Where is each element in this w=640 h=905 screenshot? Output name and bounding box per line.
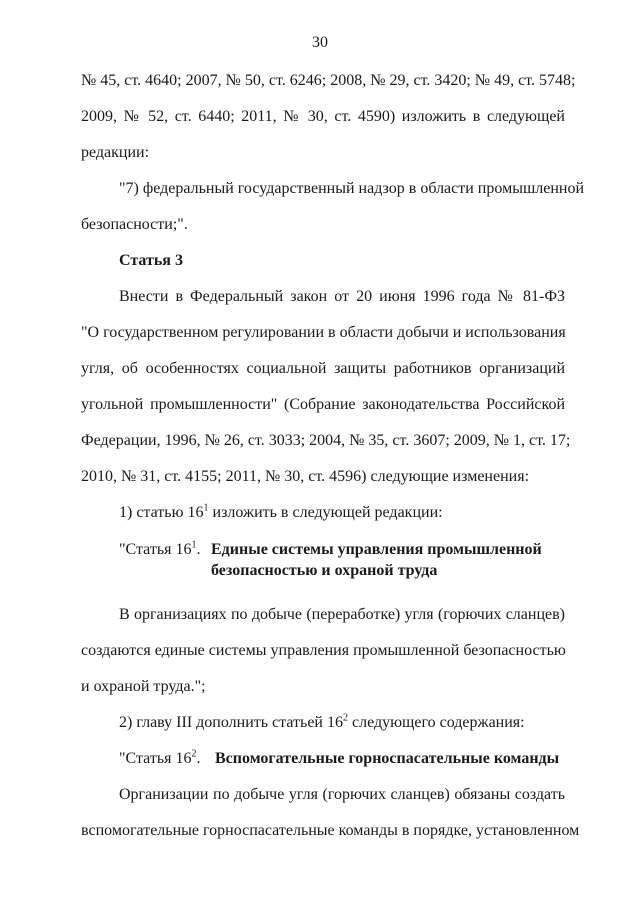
text-part: 2) главу III дополнить статьей 16 <box>119 714 343 731</box>
superscript: 1 <box>203 502 209 514</box>
article-title-line <box>119 540 201 560</box>
text-part: . <box>196 750 201 767</box>
text-line: вспомогательные горноспасательные команды в порядке, установленном <box>81 822 580 839</box>
text-line: безопасности;". <box>81 216 188 233</box>
text-line: № 45, ст. 4640; 2007, № 50, ст. 6246; 2008, № 29, ст. 3420; № 49, ст. 5748; <box>81 72 576 89</box>
text-line <box>119 503 443 523</box>
text-line: Федерации, 1996, № 26, ст. 3033; 2004, № 35, ст. 3607; 2009, № 1, ст. 17; <box>81 432 571 449</box>
article-title-line <box>119 749 201 769</box>
text-line: "О государственном регулировании в области добычи и использования <box>81 324 566 341</box>
text-part: 1) статью 16 <box>119 504 204 521</box>
text-line: угля, об особенностях социальной защиты работников организаций <box>81 360 565 377</box>
text-line: угольной промышленности" (Собрание законодательства Российской <box>81 396 565 413</box>
text-line: "7) федеральный государственный надзор в области промышленной <box>119 180 585 197</box>
text-line: 2010, № 31, ст. 4155; 2011, № 30, ст. 4596) следующие изменения: <box>81 468 530 485</box>
article-title: Единые системы управления промышленной <box>211 541 542 558</box>
superscript: 2 <box>191 748 197 760</box>
text-line: Внести в Федеральный закон от 20 июня 1996 года № 81-ФЗ <box>119 288 565 305</box>
text-line: 2009, № 52, ст. 6440; 2011, № 30, ст. 4590) изложить в следующей <box>81 108 565 125</box>
text-line: редакции: <box>81 144 150 161</box>
text-line: В организациях по добыче (переработке) угля (горючих сланцев) <box>119 606 565 623</box>
text-part: изложить в следующей редакции: <box>208 504 443 521</box>
text-line <box>119 713 525 733</box>
text-line: создаются единые системы управления промышленной безопасностью <box>81 642 566 659</box>
text-part: "Статья 16 <box>119 750 192 767</box>
article-heading: Статья 3 <box>119 252 183 269</box>
text-part: "Статья 16 <box>119 541 192 558</box>
page-number: 30 <box>312 34 328 51</box>
superscript: 2 <box>342 712 348 724</box>
text-part: . <box>196 541 201 558</box>
text-part: следующего содержания: <box>347 714 525 731</box>
superscript: 1 <box>191 539 197 551</box>
article-title: Вспомогательные горноспасательные команды <box>215 750 560 767</box>
text-line: и охраной труда."; <box>81 678 206 695</box>
text-line: Организации по добыче угля (горючих сланцев) обязаны создать <box>119 786 565 803</box>
article-title: безопасностью и охраной труда <box>211 562 438 579</box>
